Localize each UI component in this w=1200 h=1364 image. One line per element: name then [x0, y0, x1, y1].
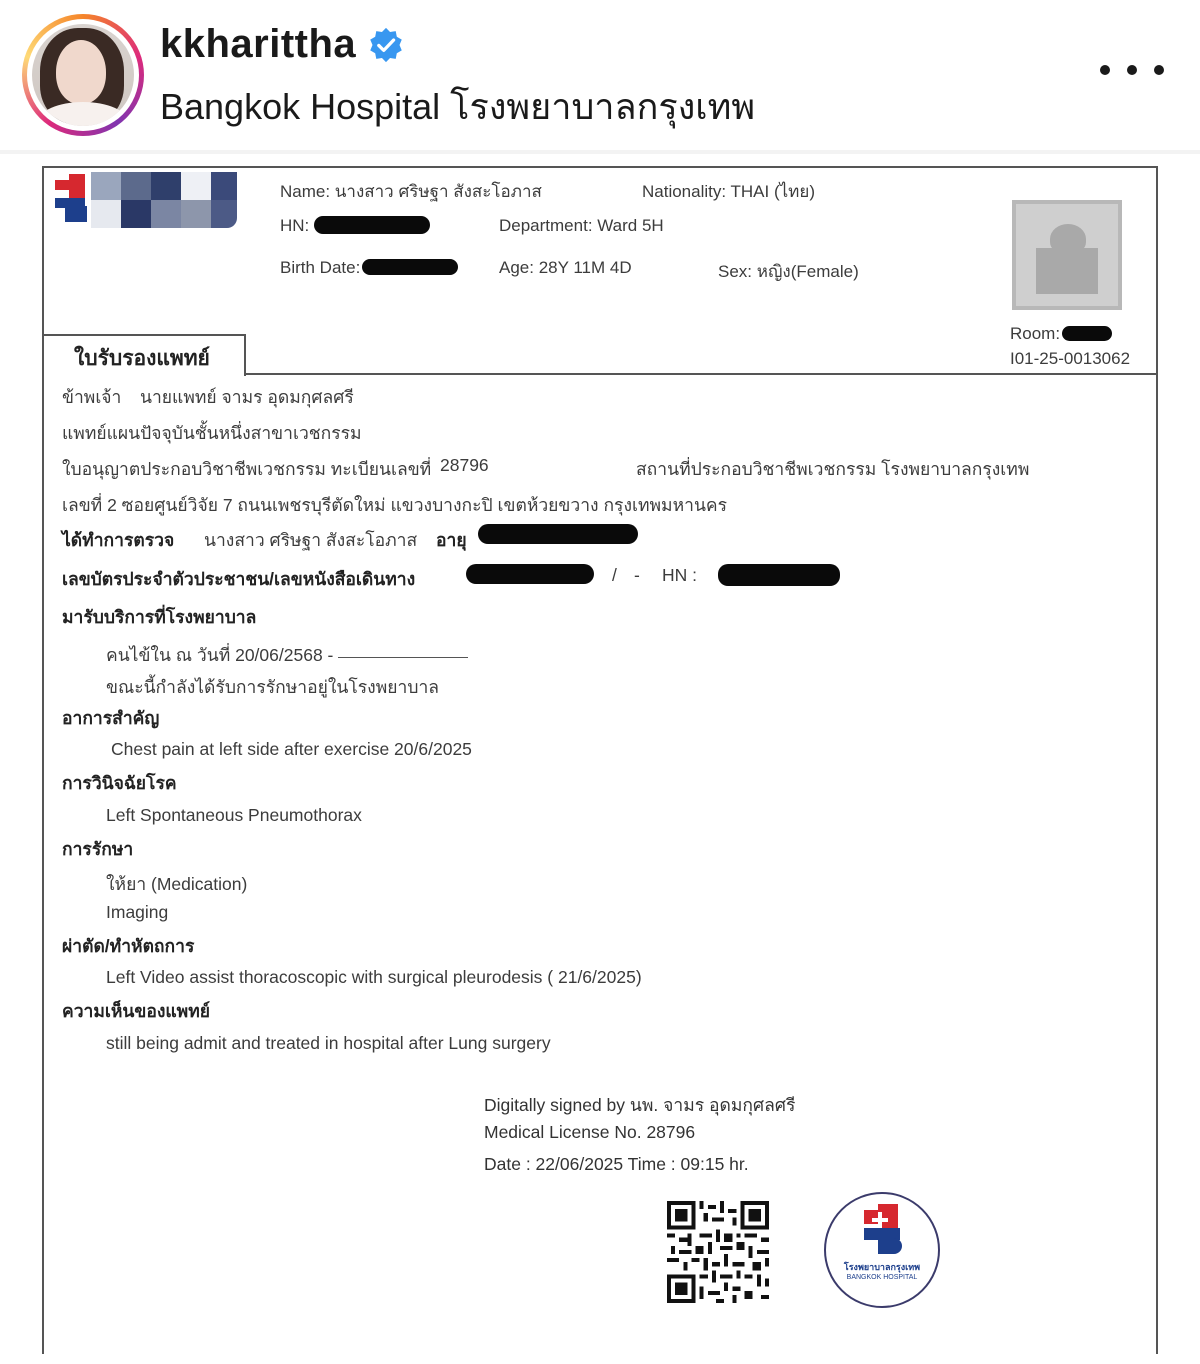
qr-code-icon[interactable] — [667, 1201, 769, 1303]
hn-label: HN: — [280, 216, 310, 235]
age-label: อายุ — [436, 530, 467, 550]
license-number: 28796 — [440, 455, 489, 475]
signature-datetime: Date : 22/06/2025 Time : 09:15 hr. — [484, 1154, 749, 1174]
digital-signature: Digitally signed by นพ. จามร อุดมกุศลศรี — [484, 1095, 796, 1115]
medical-certificate — [0, 154, 1200, 1364]
opinion-text: still being admit and treated in hospital after Lung surgery — [106, 1033, 551, 1053]
redaction-bar — [362, 259, 458, 275]
certificate-title: ใบรับรองแพทย์ — [42, 334, 246, 376]
birth-date-label: Birth Date: — [280, 258, 361, 277]
sex: Sex: หญิง(Female) — [718, 262, 859, 281]
patient-name: Name: นางสาว ศริษฐา สังสะโอภาส — [280, 182, 542, 201]
service-heading: มารับบริการที่โรงพยาบาล — [62, 607, 257, 627]
examined-patient-name: นางสาว ศริษฐา สังสะโอภาส — [204, 530, 418, 550]
id-separator: / — [612, 565, 617, 585]
symptom-heading: อาการสำคัญ — [62, 708, 160, 728]
post-location[interactable]: Bangkok Hospital โรงพยาบาลกรุงเทพ — [160, 86, 756, 127]
hospital-address: เลขที่ 2 ซอยศูนย์วิจัย 7 ถนนเพชรบุรีตัดใหม่ แขวงบางกะปิ เขตห้วยขวาง กรุงเทพมหานคร — [62, 495, 728, 515]
diagnosis-heading: การวินิจฉัยโรค — [62, 773, 177, 793]
surgery-text: Left Video assist thoracoscopic with surgical pleurodesis ( 21/6/2025) — [106, 967, 642, 987]
post-header — [0, 0, 1200, 150]
avatar-image — [32, 24, 134, 126]
department: Department: Ward 5H — [499, 216, 664, 235]
redaction-bar — [478, 524, 638, 544]
room-label: Room: — [1010, 324, 1061, 343]
practice-location: สถานที่ประกอบวิชาชีพเวชกรรม โรงพยาบาลกรุงเทพ — [636, 459, 1030, 479]
seal-english-text: BANGKOK HOSPITAL — [846, 1274, 918, 1281]
document-id: I01-25-0013062 — [1010, 349, 1131, 368]
avatar[interactable] — [22, 14, 144, 136]
more-options-icon[interactable] — [1100, 55, 1164, 85]
surgery-heading: ผ่าตัด/ทำหัตถการ — [62, 936, 195, 956]
bangkok-hospital-seal-icon — [824, 1192, 940, 1308]
inpatient-date: คนไข้ใน ณ วันที่ 20/06/2568 - — [106, 645, 334, 665]
blank-line — [338, 657, 468, 658]
patient-photo-placeholder-icon — [1012, 200, 1122, 310]
nationality: Nationality: THAI (ไทย) — [642, 182, 815, 201]
doctor-name: นายแพทย์ จามร อุดมกุศลศรี — [140, 387, 354, 407]
redaction-bar — [1062, 326, 1112, 341]
username[interactable]: kkharittha — [160, 22, 357, 66]
diagnosis-text: Left Spontaneous Pneumothorax — [106, 805, 362, 825]
medical-license: Medical License No. 28796 — [484, 1122, 696, 1142]
declarant-label: ข้าพเจ้า — [62, 387, 122, 407]
treatment-medication: ให้ยา (Medication) — [106, 874, 248, 894]
username-row — [160, 22, 404, 67]
symptom-text: Chest pain at left side after exercise 20/6/2025 — [111, 739, 472, 759]
redaction-bar — [718, 564, 840, 586]
inpatient-note: ขณะนี้กำลังได้รับการรักษาอยู่ในโรงพยาบาล — [106, 677, 439, 697]
license-label: ใบอนุญาตประกอบวิชาชีพเวชกรรม ทะเบียนเลขที่ — [62, 459, 432, 479]
opinion-heading: ความเห็นของแพทย์ — [62, 1001, 210, 1021]
treatment-heading: การรักษา — [62, 839, 134, 859]
redaction-bar — [466, 564, 594, 584]
hospital-logo-blurred — [55, 172, 237, 228]
treatment-imaging: Imaging — [106, 902, 169, 922]
id-card-label: เลขบัตรประจำตัวประชาชน/เลขหนังสือเดินทาง — [62, 569, 416, 589]
redaction-bar — [314, 216, 430, 234]
examined-label: ได้ทำการตรวจ — [62, 530, 175, 550]
doctor-qualification: แพทย์แผนปัจจุบันชั้นหนึ่งสาขาเวชกรรม — [62, 423, 362, 443]
hn-label-body: HN : — [662, 565, 697, 585]
age: Age: 28Y 11M 4D — [499, 258, 632, 277]
seal-thai-text: โรงพยาบาลกรุงเทพ — [843, 1262, 921, 1272]
passport-value: - — [634, 565, 640, 585]
verified-badge-icon — [368, 27, 404, 63]
